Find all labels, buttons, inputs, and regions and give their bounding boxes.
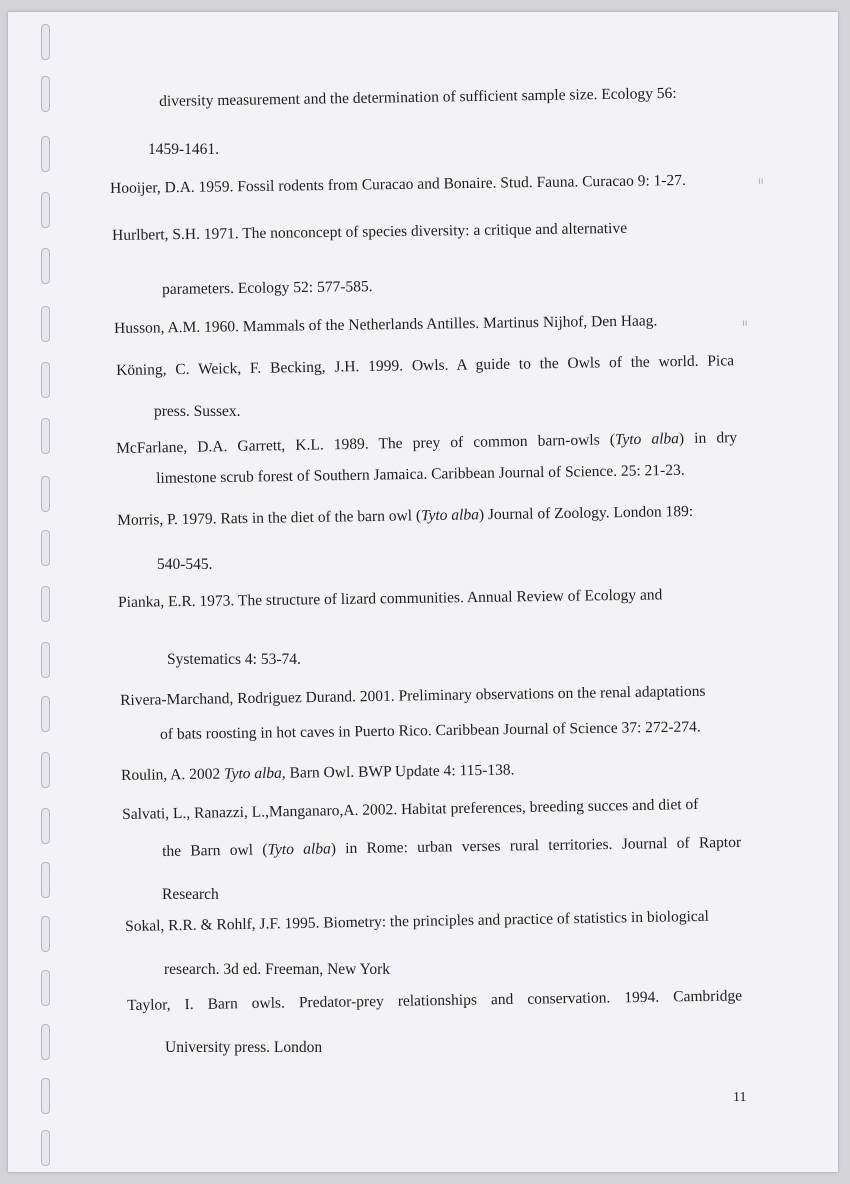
reference-line: Salvati, L., Ranazzi, L.,Manganaro,A. 2002. Habitat preferences, breeding succes and diet of xyxy=(122,795,699,823)
reference-text: the Barn owl ( xyxy=(162,841,268,860)
scan-speck: ıı xyxy=(742,318,748,329)
binding-hole xyxy=(41,696,50,732)
binding-hole xyxy=(41,586,50,622)
reference-line: Research xyxy=(162,886,219,903)
binding-hole xyxy=(41,362,50,398)
reference-text: ) in Rome: urban verses rural territories. Journal of Raptor xyxy=(330,833,742,858)
reference-line: diversity measurement and the determination of sufficient sample size. Ecology 56: xyxy=(159,84,677,110)
reference-line: limestone scrub forest of Southern Jamaica. Caribbean Journal of Science. 25: 21-23. xyxy=(156,461,685,487)
binding-hole xyxy=(41,916,50,952)
comb-binding xyxy=(35,12,59,1172)
binding-hole xyxy=(41,1078,50,1114)
reference-line: University press. London xyxy=(165,1039,323,1056)
binding-hole xyxy=(41,476,50,512)
reference-text: McFarlane, D.A. Garrett, K.L. 1989. The prey of common barn-owls ( xyxy=(116,431,616,457)
reference-line: Husson, A.M. 1960. Mammals of the Netherlands Antilles. Martinus Nijhof, Den Haag. xyxy=(114,312,658,337)
binding-hole xyxy=(41,752,50,788)
binding-hole xyxy=(41,248,50,284)
binding-hole xyxy=(41,530,50,566)
reference-line: Pianka, E.R. 1973. The structure of lizard communities. Annual Review of Ecology and xyxy=(118,586,663,611)
reference-line: Rivera-Marchand, Rodriguez Durand. 2001. Preliminary observations on the renal adaptations xyxy=(120,682,706,709)
reference-line: 1459-1461. xyxy=(148,141,220,158)
binding-hole xyxy=(41,76,50,112)
binding-hole xyxy=(41,862,50,898)
reference-line: Systematics 4: 53-74. xyxy=(167,651,301,668)
reference-line: Hurlbert, S.H. 1971. The nonconcept of species diversity: a critique and alternative xyxy=(112,219,628,244)
reference-text: Morris, P. 1979. Rats in the diet of the barn owl ( xyxy=(117,507,422,529)
reference-line: press. Sussex. xyxy=(154,403,241,420)
binding-hole xyxy=(41,1130,50,1166)
reference-line: research. 3d ed. Freeman, New York xyxy=(164,961,390,978)
binding-hole xyxy=(41,136,50,172)
reference-line: 540-545. xyxy=(157,556,213,573)
reference-text: ) Journal of Zoology. London 189: xyxy=(478,502,694,524)
species-name: Tyto alba xyxy=(223,764,282,783)
binding-hole xyxy=(41,642,50,678)
binding-hole xyxy=(41,808,50,844)
species-name: Tyto alba xyxy=(420,506,480,525)
reference-text: ) in dry xyxy=(678,429,738,448)
scan-speck: ıı xyxy=(758,176,764,187)
reference-line: of bats roosting in hot caves in Puerto Rico. Caribbean Journal of Science 37: 272-274. xyxy=(160,718,701,743)
reference-line: Taylor, I. Barn owls. Predator-prey relationships and conservation. 1994. Cambridge xyxy=(127,987,743,1014)
species-name: Tyto alba xyxy=(267,840,331,859)
binding-hole xyxy=(41,192,50,228)
species-name: Tyto alba xyxy=(614,430,680,449)
reference-line: Köning, C. Weick, F. Becking, J.H. 1999. Owls. A guide to the Owls of the world. Pica xyxy=(116,352,735,379)
binding-hole xyxy=(41,970,50,1006)
reference-text: Roulin, A. 2002 xyxy=(121,765,225,784)
reference-line: parameters. Ecology 52: 577-585. xyxy=(162,278,373,298)
binding-hole xyxy=(41,306,50,342)
binding-hole xyxy=(41,24,50,60)
reference-line: Sokal, R.R. & Rohlf, J.F. 1995. Biometry: the principles and practice of statistics in biological xyxy=(125,907,710,935)
page-number: 11 xyxy=(733,1090,747,1105)
reference-line: Hooijer, D.A. 1959. Fossil rodents from Curacao and Bonaire. Stud. Fauna. Curacao 9: 1-27. xyxy=(110,171,686,197)
binding-hole xyxy=(41,1024,50,1060)
reference-text: , Barn Owl. BWP Update 4: 115-138. xyxy=(281,761,515,782)
binding-hole xyxy=(41,418,50,454)
